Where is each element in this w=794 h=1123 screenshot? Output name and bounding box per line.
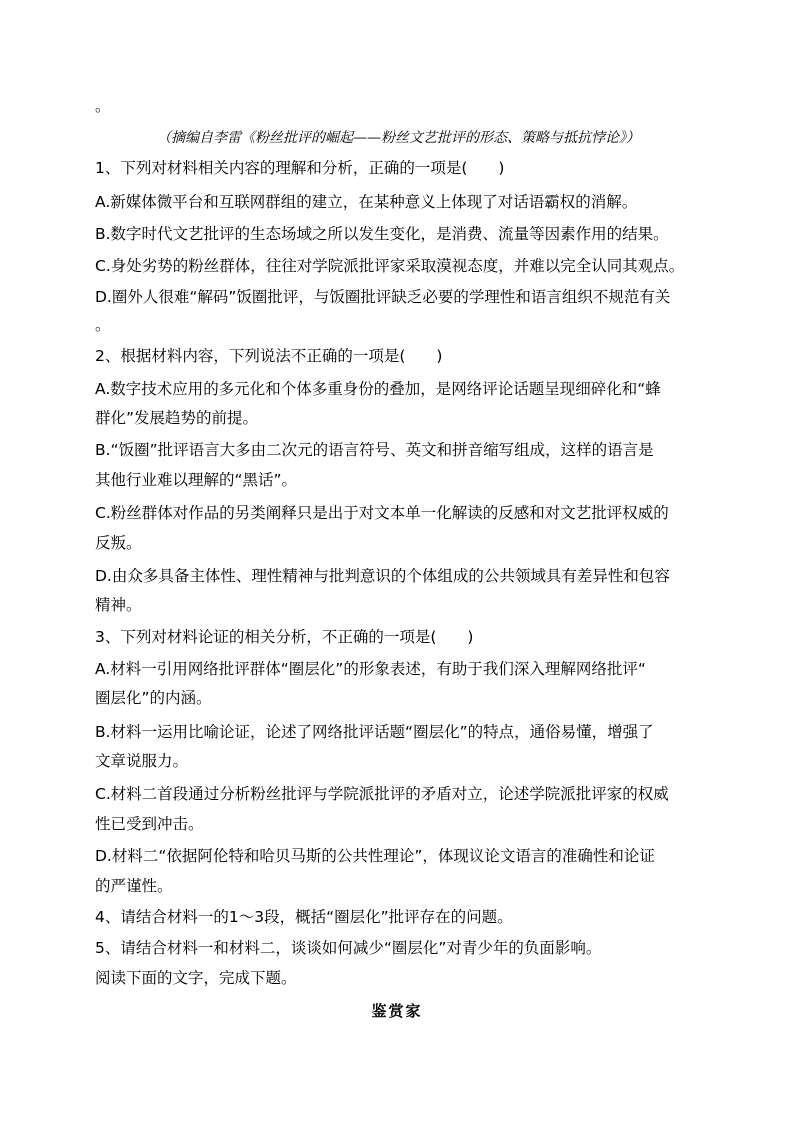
q3-option-b: B.材料一运用比喻论证，论述了网络批评话题“圈层化”的特点，通俗易懂，增强了 [95, 723, 654, 741]
source-citation: （摘编自李雷《粉丝批评的崛起——粉丝文艺批评的形态、策略与抵抗悖论》） [157, 130, 640, 146]
q2-option-b-cont: 其他行业难以理解的“黑话”。 [95, 471, 298, 489]
q2-option-c: C.粉丝群体对作品的另类阐释只是出于对文本单一化解读的反感和对文艺批评权威的 [95, 504, 669, 522]
q3-option-d: D.材料二“依据阿伦特和哈贝马斯的公共性理论”，体现议论文语言的准确性和论证 [95, 847, 655, 865]
q3-option-a-cont: 圈层化”的内涵。 [95, 689, 212, 707]
q2-option-b: B.“饭圈”批评语言大多由二次元的语言符号、英文和拼音缩写组成，这样的语言是 [95, 441, 654, 459]
q3-option-b-cont: 文章说服力。 [95, 752, 189, 770]
q3-option-d-cont: 的严谨性。 [95, 877, 173, 895]
q2-option-d-cont: 精神。 [95, 596, 142, 614]
top-fragment: 。 [95, 97, 111, 115]
q1-stem: 1、下列对材料相关内容的理解和分析，正确的一项是( ) [95, 159, 505, 177]
q4-stem: 4、请结合材料一的1～3段，概括“圈层化”批评存在的问题。 [95, 908, 513, 926]
q5-stem: 5、请结合材料一和材料二，谈谈如何减少“圈层化”对青少年的负面影响。 [95, 939, 602, 957]
q1-option-c: C.身处劣势的粉丝群体，往往对学院派批评家采取漠视态度，并难以完全认同其观点。 [95, 257, 685, 275]
q2-stem: 2、根据材料内容，下列说法不正确的一项是( ) [95, 347, 443, 365]
q3-option-c-cont: 性已受到冲击。 [95, 815, 204, 833]
q2-option-a-cont: 群化”发展趋势的前提。 [95, 409, 259, 427]
reading-instruction: 阅读下面的文字，完成下题。 [95, 969, 297, 987]
q1-option-d-cont: 。 [95, 316, 111, 334]
section-title: 鉴赏家 [371, 1002, 423, 1020]
q3-option-a: A.材料一引用网络批评群体“圈层化”的形象表述，有助于我们深入理解网络批评“ [95, 660, 646, 678]
q3-option-c: C.材料二首段通过分析粉丝批评与学院派批评的矛盾对立，论述学院派批评家的权威 [95, 785, 669, 803]
q1-option-d: D.圈外人很难“解码”饭圈批评，与饭圈批评缺乏必要的学理性和语言组织不规范有关 [95, 288, 671, 306]
q1-option-b: B.数字时代文艺批评的生态场域之所以发生变化，是消费、流量等因素作用的结果。 [95, 225, 669, 243]
q2-option-a: A.数字技术应用的多元化和个体多重身份的叠加，是网络评论话题呈现细碎化和“蜂 [95, 380, 661, 398]
q3-stem: 3、下列对材料论证的相关分析，不正确的一项是( ) [95, 628, 474, 646]
q2-option-d: D.由众多具备主体性、理性精神与批判意识的个体组成的公共领域具有差异性和包容 [95, 567, 670, 585]
q2-option-c-cont: 反叛。 [95, 534, 142, 552]
q1-option-a: A.新媒体微平台和互联网群组的建立，在某种意义上体现了对话语霸权的消解。 [95, 193, 638, 211]
